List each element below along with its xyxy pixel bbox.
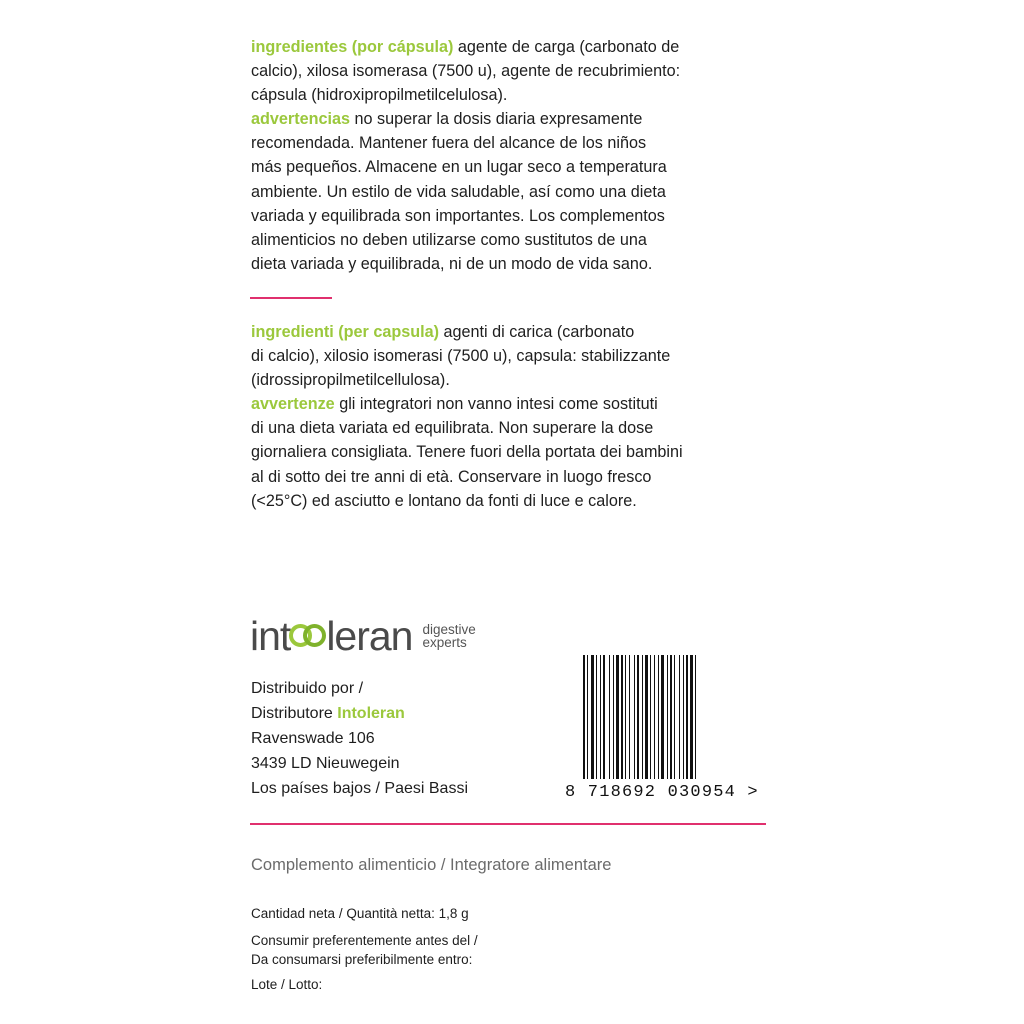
barcode-bar bbox=[683, 655, 684, 779]
spanish-ingredients-text-3: cápsula (hidroxipropilmetilcelulosa). bbox=[251, 86, 508, 105]
spanish-ingredients-text-2: calcio), xilosa isomerasa (7500 u), agente de recubrimiento: bbox=[251, 62, 681, 81]
logo-word-end: leran bbox=[326, 612, 413, 659]
spanish-ingredients bbox=[251, 35, 791, 107]
barcode-digits: 8 718692 030954 > bbox=[565, 783, 759, 802]
barcode-bar bbox=[670, 655, 672, 779]
barcode-bar bbox=[686, 655, 688, 779]
intoleran-logo bbox=[250, 612, 476, 660]
barcode-bar bbox=[587, 655, 588, 779]
barcode-bars bbox=[583, 655, 763, 779]
barcode-bar bbox=[591, 655, 594, 779]
barcode-bar bbox=[613, 655, 614, 779]
barcode-bar bbox=[616, 655, 619, 779]
barcode-bar bbox=[600, 655, 601, 779]
barcode-bar bbox=[667, 655, 668, 779]
italian-ingredients-text-3: (idrossipropilmetilcellulosa). bbox=[251, 371, 450, 390]
italian-warnings-text-5: (<25°C) ed asciutto e lontano da fonti di luce e calore. bbox=[251, 491, 637, 510]
barcode-bar bbox=[583, 655, 585, 779]
spanish-section bbox=[251, 35, 791, 276]
barcode-bar bbox=[658, 655, 659, 779]
barcode-bar bbox=[603, 655, 605, 779]
italian-warnings-text-1: gli integratori non vanno intesi come sostituti bbox=[334, 395, 658, 414]
italian-ingredients bbox=[251, 320, 791, 392]
barcode-bar bbox=[629, 655, 630, 779]
logo-wordmark bbox=[250, 612, 413, 659]
barcode-bar bbox=[661, 655, 664, 779]
logo-tagline-1: digestive bbox=[422, 622, 476, 637]
spanish-warnings-text-2: recomendada. Mantener fuera del alcance de los niños bbox=[251, 134, 647, 153]
section-divider-long bbox=[250, 823, 766, 825]
italian-warnings bbox=[251, 392, 791, 512]
spanish-warnings-text-7: dieta variada y equilibrada, ni de un modo de vida sano. bbox=[251, 254, 653, 273]
barcode-bar bbox=[695, 655, 696, 779]
lot-label: Lote / Lotto: bbox=[251, 977, 323, 992]
net-quantity: Cantidad neta / Quantità netta: 1,8 g bbox=[251, 906, 469, 921]
spanish-warnings-label: advertencias bbox=[251, 110, 350, 129]
barcode-bar bbox=[654, 655, 655, 779]
italian-warnings-label: avvertenze bbox=[251, 395, 335, 414]
best-before-label bbox=[251, 931, 478, 969]
barcode-bar bbox=[609, 655, 610, 779]
distributor-line-1: Distribuido por / bbox=[251, 680, 364, 697]
logo-tagline-2: experts bbox=[422, 635, 467, 650]
italian-ingredients-label: ingredienti (per capsula) bbox=[251, 323, 439, 341]
spanish-warnings-text-5: variada y equilibrada son importantes. Los complementos bbox=[251, 206, 665, 225]
barcode-bar bbox=[596, 655, 597, 779]
barcode-bar bbox=[679, 655, 680, 779]
distributor-country: Los países bajos / Paesi Bassi bbox=[251, 780, 469, 797]
spanish-ingredients-label: ingredientes (por cápsula) bbox=[251, 38, 454, 56]
italian-ingredients-text-1: agenti di carica (carbonato bbox=[439, 323, 635, 341]
logo-double-o-icon bbox=[289, 624, 327, 654]
distributor-city: 3439 LD Nieuwegein bbox=[251, 755, 400, 772]
barcode-bar bbox=[645, 655, 648, 779]
italian-ingredients-text-2: di calcio), xilosio isomerasi (7500 u), capsula: stabilizzante bbox=[251, 347, 671, 366]
spanish-warnings-text-1: no superar la dosis diaria expresamente bbox=[349, 110, 643, 129]
italian-warnings-text-4: al di sotto dei tre anni di età. Conservare in luogo fresco bbox=[251, 467, 652, 486]
product-category: Complemento alimenticio / Integratore alimentare bbox=[251, 856, 612, 874]
barcode-bar bbox=[634, 655, 635, 779]
barcode-bar bbox=[690, 655, 693, 779]
section-divider-short bbox=[250, 297, 332, 299]
spanish-warnings-text-6: alimenticios no deben utilizarse como sustitutos de una bbox=[251, 230, 647, 249]
barcode-bar bbox=[650, 655, 651, 779]
italian-warnings-text-3: giornaliera consigliata. Tenere fuori della portata dei bambini bbox=[251, 443, 683, 462]
logo-tagline bbox=[422, 623, 475, 649]
best-before-line-2: Da consumarsi preferibilmente entro: bbox=[251, 952, 473, 967]
barcode bbox=[565, 655, 773, 802]
spanish-warnings-text-4: ambiente. Un estilo de vida saludable, así como una dieta bbox=[251, 182, 666, 201]
distributor-info bbox=[251, 676, 468, 801]
barcode-bar bbox=[642, 655, 643, 779]
barcode-bar bbox=[637, 655, 639, 779]
distributor-line-2: Distributore bbox=[251, 705, 338, 722]
best-before-line-1: Consumir preferentemente antes del / bbox=[251, 933, 478, 948]
barcode-bar bbox=[621, 655, 623, 779]
distributor-street: Ravenswade 106 bbox=[251, 730, 375, 747]
barcode-bar bbox=[625, 655, 626, 779]
logo-word-start: int bbox=[250, 612, 291, 659]
barcode-bar bbox=[674, 655, 675, 779]
spanish-ingredients-text-1: agente de carga (carbonato de bbox=[453, 38, 680, 56]
spanish-warnings-text-3: más pequeños. Almacene en un lugar seco a temperatura bbox=[251, 158, 667, 177]
italian-warnings-text-2: di una dieta variata ed equilibrata. Non superare la dose bbox=[251, 419, 654, 438]
distributor-brand: Intoleran bbox=[337, 705, 405, 722]
spanish-warnings bbox=[251, 107, 791, 276]
italian-section bbox=[251, 320, 791, 513]
